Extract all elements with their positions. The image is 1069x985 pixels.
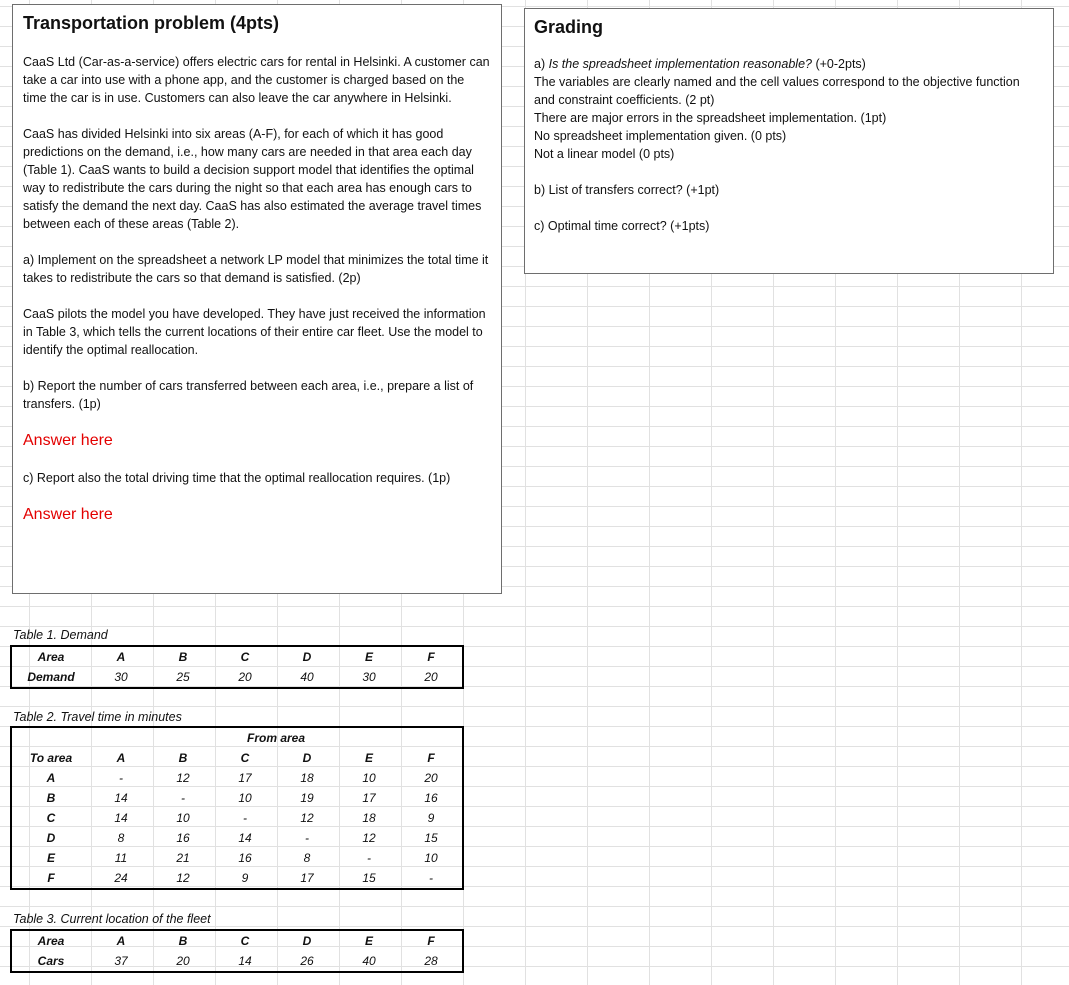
table-cell[interactable]: To area [29, 751, 73, 765]
table-cell[interactable]: 16 [238, 851, 252, 865]
table-cell[interactable]: D [302, 934, 312, 948]
table-cell[interactable]: F [427, 650, 435, 664]
table-cell[interactable]: 26 [300, 954, 314, 968]
table-cell[interactable]: E [364, 650, 373, 664]
grading-c [534, 217, 1044, 235]
grading-textbox[interactable] [524, 8, 1054, 274]
table-cell[interactable]: 25 [176, 670, 190, 684]
question-b: b) Report the number of cars transferred between each area, i.e., prepare a list of transfers. (1p) [23, 379, 474, 411]
grading-a-question: Is the spreadsheet implementation reasonable? [548, 57, 812, 71]
table-cell[interactable]: C [46, 811, 56, 825]
question-a: a) Implement on the spreadsheet a network LP model that minimizes the total time it takes to redistribute the cars so that demand is satisfied. (2p) [23, 253, 489, 285]
table-cell[interactable]: Area [37, 934, 65, 948]
table3-caption: Table 3. Current location of the fleet [13, 912, 211, 926]
grading-title: Grading [534, 17, 604, 37]
table-cell[interactable]: B [46, 791, 56, 805]
table-row [11, 930, 463, 951]
table-cell[interactable]: 40 [362, 954, 376, 968]
table-cell[interactable]: 10 [424, 851, 438, 865]
table-cell[interactable]: Cars [37, 954, 65, 968]
table-cell[interactable]: D [302, 650, 312, 664]
table-cell[interactable]: B [178, 650, 188, 664]
table-cell[interactable]: 17 [362, 791, 376, 805]
table-cell[interactable]: 12 [362, 831, 376, 845]
demand-table [10, 645, 464, 689]
table-cell[interactable]: 18 [300, 771, 314, 785]
table-cell[interactable]: 17 [300, 871, 314, 885]
fleet-location-table [10, 929, 464, 973]
grading-c-text: Optimal time correct? (+1pts) [547, 219, 710, 233]
from-area-label[interactable]: From area [246, 731, 306, 745]
problem-intro-paragraph: CaaS Ltd (Car-as-a-service) offers electric cars for rental in Helsinki. A customer can take a car into use with a phone app, and the customer is charged based on the time the car is in use. Customers can also leave the car anywhere in Helsinki. [23, 55, 490, 105]
grading-a-line-1: The variables are clearly named and the cell values correspond to the objective function and constraint coefficients. (2 pt) [534, 75, 1020, 107]
table-cell[interactable]: F [427, 934, 435, 948]
table-cell[interactable]: 16 [424, 791, 438, 805]
table-cell[interactable]: 12 [300, 811, 314, 825]
table-cell[interactable]: 30 [362, 670, 376, 684]
table-cell[interactable]: 10 [176, 811, 190, 825]
grading-b-label: b) [534, 183, 546, 197]
table-cell[interactable]: 14 [238, 954, 252, 968]
table-cell[interactable]: 14 [114, 811, 128, 825]
table-cell[interactable]: 10 [238, 791, 252, 805]
table-cell[interactable]: 18 [362, 811, 376, 825]
grading-a-heading [534, 55, 1044, 73]
table-cell[interactable]: 15 [424, 831, 438, 845]
table-row [11, 748, 463, 768]
grading-a-line-3: No spreadsheet implementation given. (0 pts) [534, 129, 787, 143]
table-cell[interactable]: 40 [300, 670, 314, 684]
table-cell[interactable]: 30 [114, 670, 128, 684]
table-cell[interactable]: 9 [427, 811, 435, 825]
grading-a-line-2: There are major errors in the spreadsheet implementation. (1pt) [534, 111, 887, 125]
table-cell[interactable]: 10 [362, 771, 376, 785]
table-cell[interactable]: A [116, 650, 126, 664]
table-row [11, 808, 463, 828]
table-row [11, 951, 463, 972]
answer-b-placeholder[interactable]: Answer here [23, 432, 113, 449]
table-cell[interactable]: 12 [176, 871, 190, 885]
table-cell[interactable]: 21 [176, 851, 190, 865]
table-cell[interactable]: B [178, 934, 188, 948]
table-cell[interactable]: F [427, 751, 435, 765]
table-row [11, 828, 463, 848]
table-row [11, 768, 463, 788]
table-cell[interactable]: D [302, 751, 312, 765]
table-cell[interactable]: B [178, 751, 188, 765]
table-row [11, 788, 463, 808]
table-cell[interactable]: 8 [117, 831, 125, 845]
table-cell[interactable]: - [243, 811, 247, 825]
grading-a-label: a) [534, 57, 546, 71]
table1-caption: Table 1. Demand [13, 628, 108, 642]
table-cell[interactable]: 20 [176, 954, 190, 968]
table-cell[interactable]: A [116, 934, 126, 948]
table-cell[interactable]: F [47, 871, 55, 885]
table-cell[interactable]: 28 [424, 954, 438, 968]
table-cell[interactable]: 24 [114, 871, 128, 885]
table-cell[interactable]: 19 [300, 791, 314, 805]
table-row [11, 848, 463, 868]
table-row [11, 646, 463, 667]
table-cell[interactable]: - [119, 771, 123, 785]
table-cell[interactable]: C [240, 934, 250, 948]
grading-b [534, 181, 1044, 199]
table-cell[interactable]: 12 [176, 771, 190, 785]
answer-c-placeholder[interactable]: Answer here [23, 506, 113, 523]
table-cell[interactable]: 11 [114, 851, 128, 865]
grading-b-text: List of transfers correct? (+1pt) [548, 183, 720, 197]
table-cell[interactable]: 20 [238, 670, 252, 684]
table-cell[interactable]: Demand [27, 670, 75, 684]
grading-a-points: (+0-2pts) [815, 57, 866, 71]
table-row [11, 727, 463, 748]
table-cell[interactable]: 20 [424, 670, 438, 684]
problem-context-paragraph: CaaS has divided Helsinki into six areas (A-F), for each of which it has good predictions on the demand, i.e., how many cars are needed in that area each day (Table 1). CaaS wants to build a decision support model that identifies the optimal way to redistribute the cars during the night so that each area has enough cars to satisfy the demand the next day. CaaS has also estimated the average travel times between each of these areas (Table 2). [23, 127, 482, 231]
table-row [11, 868, 463, 889]
table-cell[interactable]: 37 [114, 954, 128, 968]
problem-title: Transportation problem (4pts) [23, 13, 280, 33]
table-cell[interactable]: C [240, 751, 250, 765]
table-cell[interactable]: 8 [303, 851, 311, 865]
table-cell[interactable]: 15 [362, 871, 376, 885]
table-cell[interactable]: Area [37, 650, 65, 664]
problem-textbox[interactable] [12, 4, 502, 594]
pilot-paragraph: CaaS pilots the model you have developed. They have just received the information in Table 3, which tells the current locations of their entire car fleet. Use the model to identify the optimal reallocation. [23, 307, 486, 357]
table-cell[interactable]: C [240, 650, 250, 664]
table-cell[interactable]: 17 [238, 771, 252, 785]
table-cell[interactable]: - [305, 831, 309, 845]
table-row [11, 667, 463, 688]
table-cell[interactable]: 9 [241, 871, 249, 885]
question-c: c) Report also the total driving time that the optimal reallocation requires. (1p) [23, 471, 451, 485]
table-cell[interactable]: - [181, 791, 185, 805]
table-cell[interactable]: A [46, 771, 56, 785]
table-cell[interactable]: E [364, 934, 373, 948]
table-cell[interactable]: - [429, 871, 433, 885]
table2-caption: Table 2. Travel time in minutes [13, 710, 182, 724]
table-cell[interactable]: 20 [424, 771, 438, 785]
table-cell[interactable]: 14 [238, 831, 252, 845]
grading-a-line-4: Not a linear model (0 pts) [534, 147, 675, 161]
table-cell[interactable]: E [364, 751, 373, 765]
travel-time-table [10, 726, 464, 890]
table-cell[interactable]: E [46, 851, 55, 865]
table-cell[interactable]: 14 [114, 791, 128, 805]
table-cell[interactable]: A [116, 751, 126, 765]
table-cell[interactable]: D [46, 831, 56, 845]
table-cell[interactable]: 16 [176, 831, 190, 845]
grading-c-label: c) [534, 219, 545, 233]
table-cell[interactable]: - [367, 851, 371, 865]
